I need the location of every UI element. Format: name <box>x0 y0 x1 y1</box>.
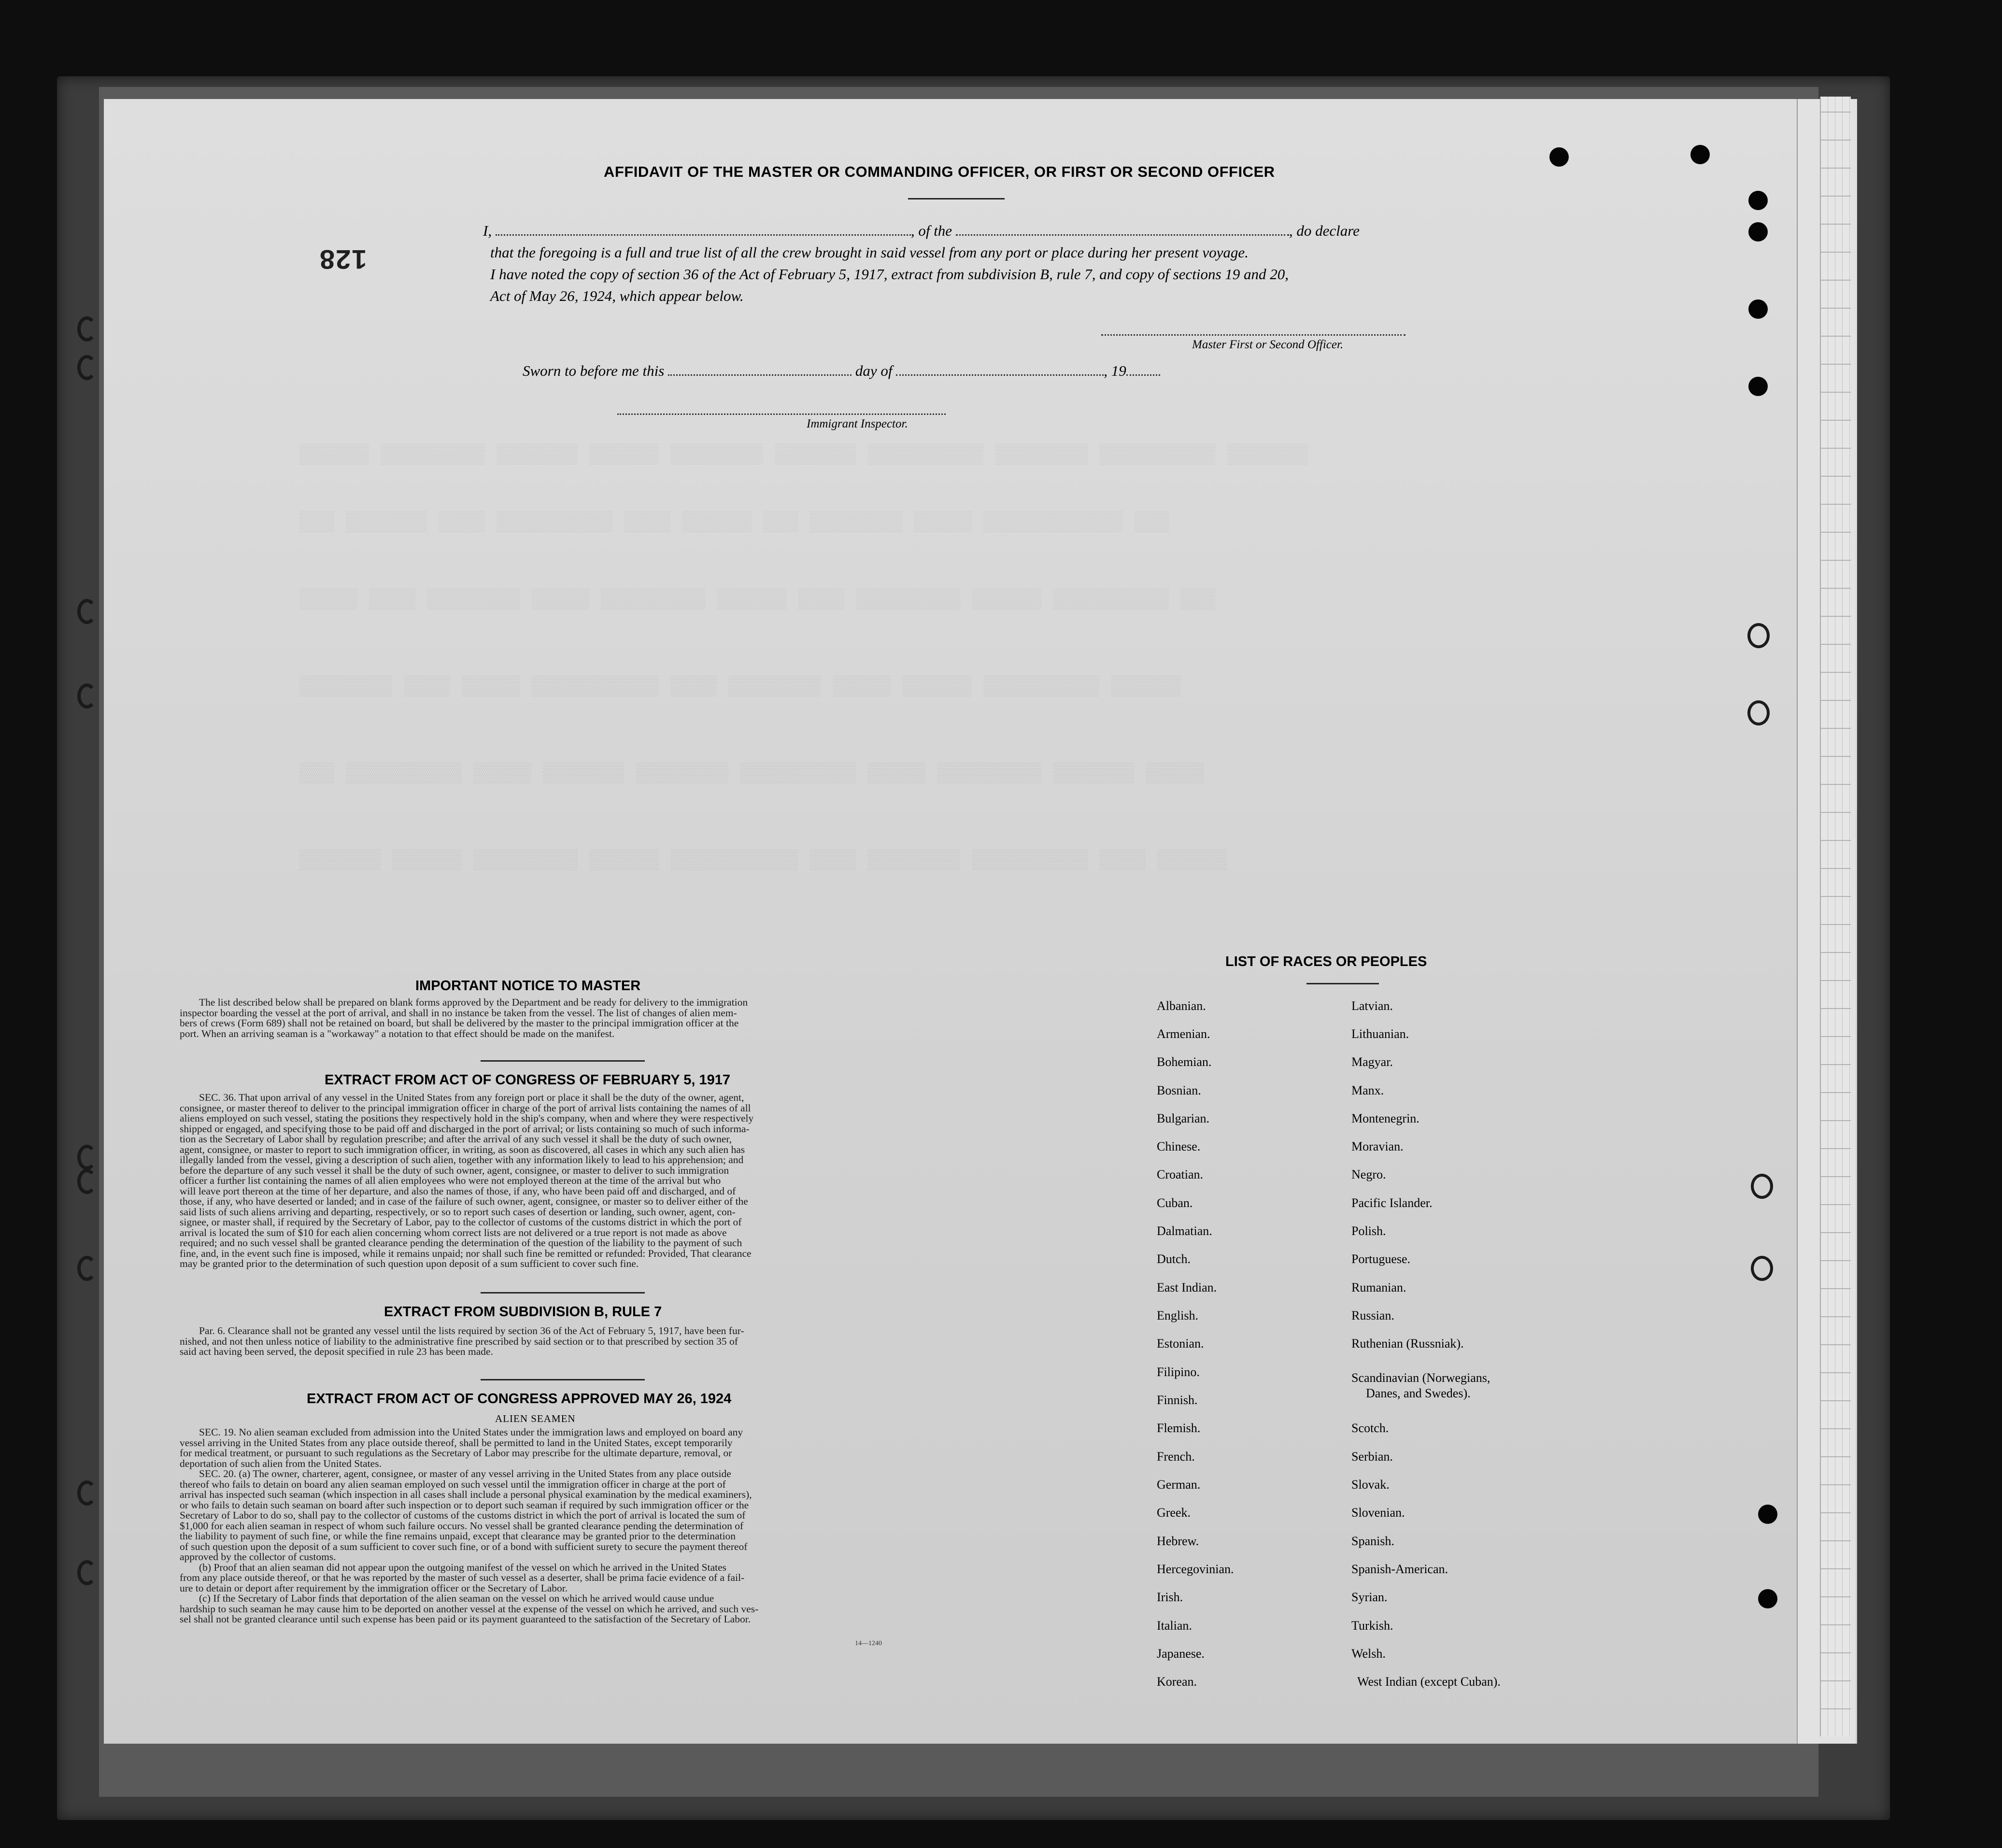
act-1924-body <box>180 1427 909 1625</box>
sworn-year-blank[interactable] <box>1126 363 1160 376</box>
race-item: Slovenian. <box>1351 1506 1405 1520</box>
bleed-through-text: ▒▒▒▒▒ ▒▒▒▒ ▒▒▒▒▒▒▒▒ ▒▒▒▒▒ ▒▒▒▒▒▒▒▒▒ ▒▒▒▒▒▒ ▒▒▒▒ ▒▒▒▒▒▒▒▒▒ ▒▒▒▒▒▒ ▒▒▒▒▒▒▒▒▒▒ ▒▒▒ <box>299 589 1216 611</box>
race-item: Montenegrin. <box>1351 1111 1420 1125</box>
master-signature-label: Master First or Second Officer. <box>1192 338 1344 351</box>
act-1917-line: said lists of such aliens arriving and departing, respectively, or so to report such cases of desertion or landing, such owner, agent, con- <box>180 1206 736 1218</box>
act-1917-body <box>180 1093 909 1269</box>
race-item: Japanese. <box>1157 1647 1205 1661</box>
act-1917-line: those, if any, who have deserted or landed; and in case of the failure of such owner, agent, consignee, or master so to deliver either of the <box>180 1195 748 1207</box>
notice-line: bers of crews (Form 689) shall not be retained on board, but shall be delivered by the master to the principal immigration officer at the <box>180 1017 739 1029</box>
act-1924-title: EXTRACT FROM ACT OF CONGRESS APPROVED MAY 26, 1924 <box>307 1391 732 1407</box>
race-item: Portuguese. <box>1351 1252 1411 1266</box>
page-number-stamp: 128 <box>319 244 367 275</box>
act-1924-line: arrival has inspected such seaman (which inspection in all cases shall include a personal physical examination by the medical examiners), <box>180 1489 752 1500</box>
race-item: Syrian. <box>1351 1590 1388 1604</box>
act-1924-line: deportation of such alien from the United States. <box>180 1457 382 1469</box>
binding-clip <box>77 1256 97 1281</box>
divider <box>481 1060 645 1062</box>
form-number: 14—1240 <box>855 1640 882 1647</box>
race-item: Hebrew. <box>1157 1534 1199 1548</box>
master-signature-line[interactable] <box>1101 334 1406 336</box>
race-item: Filipino. <box>1157 1365 1200 1379</box>
sworn-month-blank[interactable] <box>896 363 1104 376</box>
master-name-blank[interactable] <box>496 223 911 236</box>
bleed-through-text: ▒▒▒ ▒▒▒▒▒▒▒ ▒▒▒▒ ▒▒▒▒▒▒▒▒▒▒ ▒▒▒▒ ▒▒▒▒▒▒ ▒▒▒ ▒▒▒▒▒▒▒▒ ▒▒▒▒▒ ▒▒▒▒▒▒▒▒▒▒▒▒ ▒▒▒ <box>299 512 1169 534</box>
affidavit-line-3: I have noted the copy of section 36 of the Act of February 5, 1917, extract from subdivision B, rule 7, and copy of sections 19 and 20, <box>490 266 1289 283</box>
races-title: LIST OF RACES OR PEOPLES <box>1225 954 1427 969</box>
punch-hole <box>1758 1505 1777 1524</box>
affidavit-declare: , do declare <box>1289 222 1360 239</box>
act-1917-title: EXTRACT FROM ACT OF CONGRESS OF FEBRUARY 5, 1917 <box>325 1072 731 1088</box>
race-item: Manx. <box>1351 1083 1384 1097</box>
act-1924-line: sel shall not be granted clearance until such expense has been paid or its payment guaranteed to the satisfaction of the Secretary of Labor. <box>180 1613 751 1625</box>
bleed-through-text: ▒▒▒ ▒▒▒▒▒▒▒▒▒▒ ▒▒▒▒▒ ▒▒▒▒▒▒▒ ▒▒▒▒▒▒▒▒ ▒▒▒▒▒▒▒▒▒▒ ▒▒▒▒▒ ▒▒▒▒▒▒▒▒▒ ▒▒▒▒▒▒▒ ▒▒▒▒▒ <box>299 763 1204 785</box>
race-item: Welsh. <box>1351 1647 1386 1661</box>
race-item: Ruthenian (Russniak). <box>1351 1336 1464 1350</box>
race-item: Turkish. <box>1351 1619 1393 1633</box>
bleed-through-text: ▒▒▒▒▒▒▒▒ ▒▒▒▒ ▒▒▒▒▒ ▒▒▒▒▒▒▒▒▒▒▒ ▒▒▒▒ ▒▒▒▒▒▒▒▒ ▒▒▒▒▒ ▒▒▒▒▒▒ ▒▒▒▒▒▒▒▒▒▒ ▒▒▒▒▒▒ <box>299 676 1181 698</box>
race-item: Slovak. <box>1351 1478 1390 1492</box>
act-1924-line: from any place outside thereof, or that he was reported by the master of such vessel as a deserter, shall be prima facie evidence of a fail- <box>180 1572 745 1583</box>
act-1924-line: (c) If the Secretary of Labor finds that deportation of the alien seaman on the vessel on which he arrived would cause undue <box>199 1592 714 1604</box>
race-item: Irish. <box>1157 1590 1183 1604</box>
bleed-through-text: ▒▒▒▒▒▒ ▒▒▒▒▒▒▒▒▒ ▒▒▒▒▒▒▒ ▒▒▒▒▒▒ ▒▒▒▒▒▒▒▒ ▒▒▒▒▒▒▒ ▒▒▒▒▒▒▒▒▒▒ ▒▒▒▒▒▒▒▒ ▒▒▒▒▒▒▒▒▒▒ ▒▒▒▒▒▒▒ <box>299 444 1308 466</box>
race-item: Cuban. <box>1157 1196 1193 1210</box>
binding-clip <box>77 1480 97 1506</box>
binding-clip <box>77 683 97 709</box>
binding-clip <box>77 1560 97 1585</box>
act-1917-line: shipped or engaged, and specifying those to be paid off and discharged in the port of arrival; or lists containing so much of such informa- <box>180 1123 750 1135</box>
binder-ring-hole <box>1747 700 1770 725</box>
rule-7-line: Par. 6. Clearance shall not be granted any vessel until the lists required by section 36 of the Act of February 5, 1917, have been fur- <box>199 1325 744 1336</box>
rule-7-line: nished, and not then unless notice of liability to the administrative fine prescribed by said section or to that prescribed by section 35 of <box>180 1335 738 1347</box>
affidavit-i: I, <box>483 222 492 239</box>
sworn-line <box>523 362 1160 380</box>
race-item: Russian. <box>1351 1308 1394 1322</box>
inspector-signature-line[interactable] <box>617 413 946 415</box>
act-1924-line: thereof who fails to detain on board any alien seaman employed on such vessel until the immigration officer in charge at the port of <box>180 1478 726 1490</box>
race-item: Finnish. <box>1157 1393 1198 1407</box>
rule-7-line: said act having been served, the deposit specified in rule 23 has been made. <box>180 1346 493 1357</box>
notice-line: port. When an arriving seaman is a "workaway" a notation to that effect should be made on the manifest. <box>180 1027 615 1039</box>
race-item: Armenian. <box>1157 1027 1210 1041</box>
race-item: Estonian. <box>1157 1336 1204 1350</box>
binding-clip <box>77 599 97 624</box>
race-item: Korean. <box>1157 1675 1197 1689</box>
punch-hole <box>1549 147 1569 167</box>
race-item: East Indian. <box>1157 1280 1217 1294</box>
binding-clip <box>77 355 97 380</box>
race-item: Hercegovinian. <box>1157 1562 1234 1576</box>
race-item: West Indian (except Cuban). <box>1357 1675 1501 1689</box>
act-1924-line: of such question upon the deposit of a sum sufficient to cover such fine, or of a bond with sufficient surety to secure the payment thereof <box>180 1540 748 1552</box>
act-1917-line: will leave port thereon at the time of her departure, and also the names of those, if any, who have been paid off and discharged, and of <box>180 1185 736 1197</box>
race-item: Spanish-American. <box>1351 1562 1448 1576</box>
race-item: Dutch. <box>1157 1252 1191 1266</box>
act-1924-line: ure to detain or deport after requirement by the immigration officer or the Secretary of Labor. <box>180 1582 568 1594</box>
affidavit-line-1 <box>483 222 1360 240</box>
divider <box>481 1292 645 1294</box>
divider <box>481 1379 645 1380</box>
race-item: Scotch. <box>1351 1421 1389 1435</box>
race-item: Serbian. <box>1351 1450 1393 1464</box>
race-item: Croatian. <box>1157 1167 1204 1181</box>
race-item: Magyar. <box>1351 1055 1393 1069</box>
act-1924-line: Secretary of Labor to do so, shall pay to the collector of customs of the customs district in which the port of arrival is located the sum of <box>180 1509 746 1521</box>
notice-line: The list described below shall be prepared on blank forms approved by the Department and be ready for delivery to the immigration <box>199 996 748 1008</box>
race-item: Moravian. <box>1351 1139 1404 1153</box>
affidavit-line-2: that the foregoing is a full and true list of all the crew brought in said vessel from any port or place during her present voyage. <box>490 244 1249 261</box>
act-1917-line: arrival is located the sum of $10 for each alien concerning whom correct lists are not delivered or a true report is not made as above <box>180 1226 727 1238</box>
act-1917-line: illegally landed from the vessel, giving a description of such alien, together with any information likely to lead to his apprehension; and <box>180 1154 744 1166</box>
race-item: Polish. <box>1351 1224 1386 1238</box>
race-item: English. <box>1157 1308 1198 1322</box>
race-item: Italian. <box>1157 1619 1192 1633</box>
act-1917-line: agent, consignee, or master to report to such immigration officer, in writing, as soon as discovered, all cases in which any such alien has <box>180 1143 745 1155</box>
sworn-text: Sworn to before me this <box>523 362 665 379</box>
act-1924-line: the liability to payment of such fine, or while the fine remains unpaid, except that clearance may be granted prior to the determination <box>180 1530 736 1542</box>
race-item: Flemish. <box>1157 1421 1201 1435</box>
punch-hole <box>1690 145 1710 164</box>
race-item: Bulgarian. <box>1157 1111 1210 1125</box>
race-item: Pacific Islander. <box>1351 1196 1433 1210</box>
notice-line: inspector boarding the vessel at the port of arrival, and shall in no instance be taken from the vessel. The list of changes of alien mem- <box>180 1007 737 1019</box>
act-1924-line: approved by the collector of customs. <box>180 1551 336 1563</box>
notice-body <box>180 997 909 1039</box>
act-1917-line: may be granted prior to the determination of such question upon deposit of a sum sufficient to cover such fine. <box>180 1258 639 1269</box>
sworn-day-blank[interactable] <box>668 363 852 376</box>
race-item: Latvian. <box>1351 999 1393 1013</box>
affidavit-line-4: Act of May 26, 1924, which appear below. <box>490 287 744 304</box>
act-1924-line: $1,000 for each alien seaman in respect of whom such failure occurs. No vessel shall be granted clearance pending the determination of <box>180 1520 744 1532</box>
binder-ring-hole <box>1751 1174 1773 1199</box>
binder-ring-hole <box>1751 1256 1773 1281</box>
act-1917-line: before the departure of any such vessel it shall be the duty of such owner, agent, consignee, or master to deliver to such immigration <box>180 1164 729 1176</box>
race-item: Rumanian. <box>1351 1280 1406 1294</box>
act-1924-line: SEC. 19. No alien seaman excluded from admission into the United States under the immigration laws and employed on board any <box>199 1426 743 1438</box>
race-item: Albanian. <box>1157 999 1206 1013</box>
binding-clip <box>77 1169 97 1194</box>
act-1917-line: fine, and, in the event such fine is imposed, while it remains unpaid; nor shall such fine be remitted or refunded: Provided, That clearance <box>180 1247 752 1259</box>
act-1924-line: for medical treatment, or pursuant to such regulations as the Secretary of Labor may prescribe for the ultimate departure, removal, or <box>180 1447 732 1459</box>
affidavit-title: AFFIDAVIT OF THE MASTER OR COMMANDING OFFICER, OR FIRST OR SECOND OFFICER <box>604 163 1275 180</box>
punch-hole <box>1748 299 1768 319</box>
race-item: Bosnian. <box>1157 1083 1201 1097</box>
day-of-text: day of <box>855 362 893 379</box>
vessel-name-blank[interactable] <box>956 223 1289 236</box>
rule-7-body <box>180 1326 909 1357</box>
act-1924-line: vessel arriving in the United States from any place outside thereof, shall be permitted to land in the United States, except temporarily <box>180 1436 733 1449</box>
race-item: French. <box>1157 1450 1195 1464</box>
act-1917-line: tion as the Secretary of Labor shall by regulation prescribe; and after the arrival of any such vessel it shall be the duty of such owner, <box>180 1133 732 1145</box>
act-1924-line: SEC. 20. (a) The owner, charterer, agent, consignee, or master of any vessel arriving in the United States from any place outside <box>199 1468 731 1479</box>
act-1924-subtitle: ALIEN SEAMEN <box>495 1413 576 1424</box>
act-1917-line: SEC. 36. That upon arrival of any vessel in the United States from any foreign port or place it shall be the duty of the owner, agent, <box>199 1092 744 1103</box>
punch-hole <box>1748 222 1768 242</box>
race-item: Danes, and Swedes). <box>1366 1386 1471 1400</box>
inspector-signature-label: Immigrant Inspector. <box>807 417 908 430</box>
binding-clip <box>77 1145 97 1170</box>
year-prefix: , 19 <box>1104 362 1126 379</box>
act-1917-line: required; and no such vessel shall be granted clearance pending the determination of the question of the liability to the payment of such <box>180 1237 742 1249</box>
ledger-strip <box>1820 97 1851 1736</box>
race-item: Dalmatian. <box>1157 1224 1212 1238</box>
act-1924-line: hardship to such seaman he may cause him to be deported on another vessel at the expense of the vessel on which he arrived, and such ves- <box>180 1603 759 1615</box>
rule-7-title: EXTRACT FROM SUBDIVISION B, RULE 7 <box>384 1304 662 1320</box>
binding-clip <box>77 316 97 341</box>
divider <box>1306 983 1379 984</box>
binder-ring-hole <box>1747 623 1770 648</box>
act-1924-line: (b) Proof that an alien seaman did not appear upon the outgoing manifest of the vessel on which he arrived in the United States <box>199 1561 727 1573</box>
race-item: Negro. <box>1351 1167 1386 1181</box>
act-1917-line: consignee, or master thereof to deliver to the principal immigration officer in charge of the port of arrival lists containing the names of all <box>180 1102 751 1114</box>
divider <box>908 198 1005 199</box>
race-item: Spanish. <box>1351 1534 1394 1548</box>
race-item: Lithuanian. <box>1351 1027 1409 1041</box>
race-item: German. <box>1157 1478 1201 1492</box>
notice-title: IMPORTANT NOTICE TO MASTER <box>415 978 641 994</box>
race-item: Chinese. <box>1157 1139 1201 1153</box>
race-item: Scandinavian (Norwegians, <box>1351 1371 1491 1385</box>
race-item: Greek. <box>1157 1506 1191 1520</box>
act-1924-line: or who fails to detain such seaman on board after such inspection or to deport such seaman if required by such immigration officer or the <box>180 1499 749 1511</box>
bleed-through-text: ▒▒▒▒▒▒▒ ▒▒▒▒▒▒ ▒▒▒▒▒▒▒▒▒ ▒▒▒▒▒▒ ▒▒▒▒▒▒▒▒▒▒▒ ▒▒▒▒ ▒▒▒▒▒▒▒▒ ▒▒▒▒▒▒▒▒▒▒ ▒▒▒▒ ▒▒▒▒▒▒ <box>299 850 1227 872</box>
affidavit-of-the: , of the <box>910 222 952 239</box>
punch-hole <box>1748 191 1768 210</box>
punch-hole <box>1758 1589 1777 1608</box>
race-item: Bohemian. <box>1157 1055 1212 1069</box>
act-1917-line: officer a further list containing the names of all alien employees who were not employed thereon at the time of the arrival but who <box>180 1175 721 1186</box>
punch-hole <box>1748 377 1768 396</box>
act-1917-line: aliens employed on such vessel, stating the positions they respectively hold in the ship's company, when and where they were respectively <box>180 1112 754 1124</box>
act-1917-line: signee, or master shall, if required by the Secretary of Labor, pay to the collector of customs of the customs district in which the port of <box>180 1216 742 1228</box>
